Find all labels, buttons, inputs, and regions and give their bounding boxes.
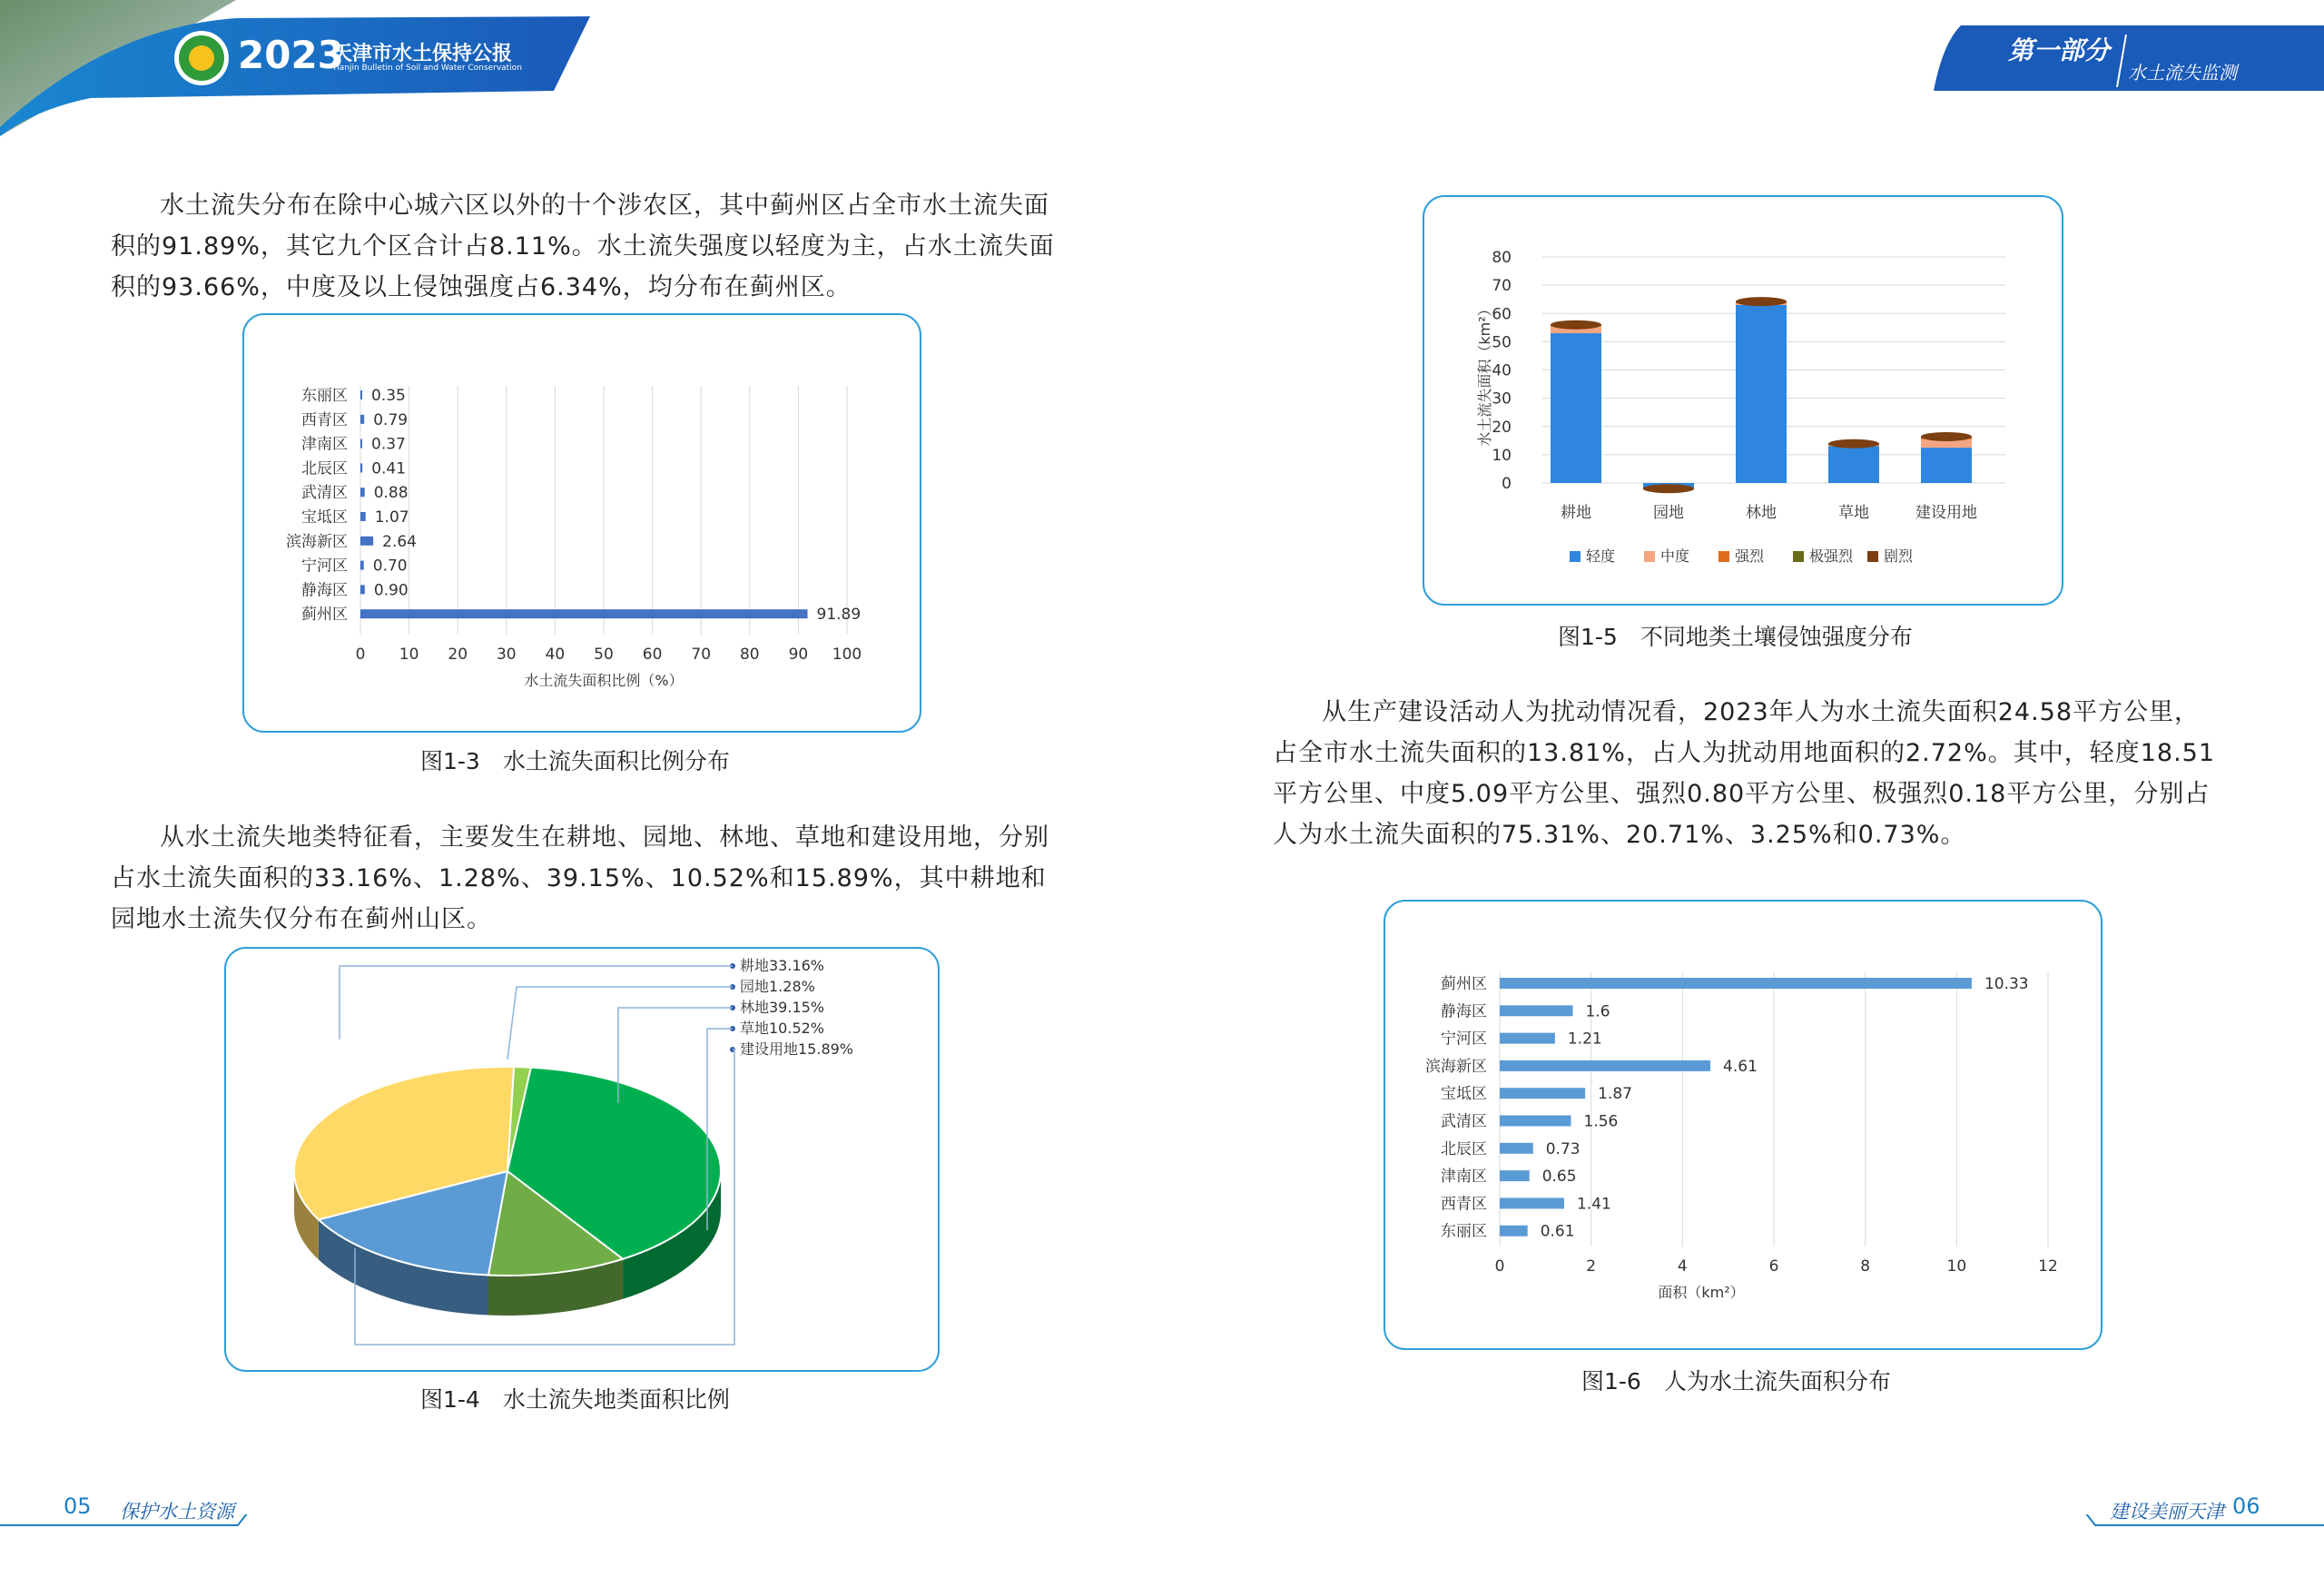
x-tick-label: 12 <box>2038 1257 2058 1276</box>
bar <box>360 561 364 570</box>
x-tick-label: 2 <box>1586 1257 1597 1276</box>
category-label: 静海区 <box>301 581 348 600</box>
x-tick-label: 60 <box>642 646 663 664</box>
bar <box>360 609 808 618</box>
value-label: 0.35 <box>371 387 406 405</box>
bar-segment <box>1551 333 1601 483</box>
category-label: 宝坻区 <box>1441 1085 1487 1104</box>
x-tick-label: 6 <box>1768 1257 1779 1276</box>
legend-swatch <box>1644 551 1655 562</box>
section-title: 第一部分 <box>2008 35 2111 65</box>
value-label: 1.87 <box>1598 1085 1632 1104</box>
category-label: 武清区 <box>1441 1112 1487 1131</box>
footer-text-right: 建设美丽天津 <box>2110 1501 2224 1523</box>
footer-right-line <box>2079 1514 2324 1533</box>
category-label: 宁河区 <box>301 557 348 576</box>
chart-box-fig1-3 <box>242 313 921 733</box>
legend-swatch <box>1718 551 1729 562</box>
pie-label: 耕地33.16% <box>740 957 825 974</box>
left-paragraph-2 <box>111 817 1055 940</box>
y-tick-label: 40 <box>1492 361 1512 380</box>
pie-label: 园地1.28% <box>740 978 815 995</box>
header-title-cn: 天津市水土保持公报 <box>332 43 513 65</box>
value-label: 0.61 <box>1540 1222 1575 1241</box>
footer-left-line <box>0 1514 254 1533</box>
footer-page-left: 05 <box>64 1493 92 1519</box>
x-tick-label: 4 <box>1677 1257 1688 1276</box>
category-label: 武清区 <box>301 484 348 503</box>
bar <box>360 537 373 546</box>
category-label: 滨海新区 <box>286 532 348 551</box>
right-paragraph-1 <box>1273 692 2217 855</box>
x-tick-label: 40 <box>545 646 566 664</box>
category-label: 建设用地 <box>1915 504 1977 522</box>
chart-box-fig1-5 <box>1423 195 2063 606</box>
chart-box-fig1-6 <box>1384 900 2102 1350</box>
category-label: 津南区 <box>1441 1168 1487 1187</box>
caption-fig1-4: 图1-4 水土流失地类面积比例 <box>420 1386 730 1413</box>
left-paragraph-2-text: 从水土流失地类特征看，主要发生在耕地、园地、林地、草地和建设用地，分别占水土流失面积的33.16%、1.28%、39.15%、10.52%和15.89%，其中耕地和园地水土流失仅分布在蓟州山区。 <box>111 823 1049 933</box>
y-tick-label: 50 <box>1492 333 1512 352</box>
header-year: 2023 <box>238 33 344 77</box>
bar-segment <box>1828 447 1879 483</box>
bar-cap <box>1643 484 1694 493</box>
value-label: 0.79 <box>373 410 409 429</box>
caption-fig1-5: 图1-5 不同地类土壤侵蚀强度分布 <box>1558 624 1913 650</box>
bar <box>360 488 365 497</box>
x-tick-label: 10 <box>399 646 419 664</box>
bar-cap <box>1921 432 1972 441</box>
value-label: 10.33 <box>1984 975 2029 993</box>
category-label: 北辰区 <box>1441 1139 1487 1158</box>
header-title-en: Tianjin Bulletin of Soil and Water Conservation <box>332 64 522 73</box>
footer-text-left: 保护水土资源 <box>120 1501 234 1523</box>
header-right-banner <box>1925 25 2324 91</box>
chart-box-fig1-4 <box>224 947 940 1372</box>
fig1-3-chart <box>244 315 920 731</box>
category-label: 西青区 <box>1441 1195 1487 1214</box>
value-label: 0.70 <box>372 557 408 576</box>
y-tick-label: 30 <box>1492 389 1512 409</box>
category-label: 宁河区 <box>1441 1030 1487 1049</box>
x-tick-label: 20 <box>448 646 468 664</box>
value-label: 4.61 <box>1723 1057 1758 1076</box>
bar-cap <box>1736 297 1787 306</box>
caption-fig1-3: 图1-3 水土流失面积比例分布 <box>420 748 730 774</box>
bar <box>1500 1060 1710 1071</box>
value-label: 1.21 <box>1567 1030 1602 1049</box>
x-tick-label: 80 <box>739 646 760 664</box>
x-tick-label: 70 <box>691 646 712 664</box>
y-tick-label: 0 <box>1502 475 1512 493</box>
value-label: 91.89 <box>816 606 862 625</box>
legend-swatch <box>1793 551 1804 562</box>
category-label: 北辰区 <box>301 459 348 478</box>
bar <box>1500 1198 1564 1208</box>
legend-label: 极强烈 <box>1809 547 1854 565</box>
bar <box>1500 1226 1528 1237</box>
left-paragraph-1 <box>111 185 1055 308</box>
category-label: 宝坻区 <box>301 508 348 527</box>
bar <box>360 585 365 594</box>
y-tick-label: 60 <box>1492 305 1512 324</box>
legend-label: 剧烈 <box>1884 547 1914 565</box>
x-axis-title: 水土流失面积比例（%） <box>524 672 684 689</box>
pie-label: 建设用地15.89% <box>740 1040 854 1058</box>
x-tick-label: 8 <box>1860 1257 1871 1276</box>
x-tick-label: 0 <box>355 646 366 664</box>
left-paragraph-1-text: 水土流失分布在除中心城六区以外的十个涉农区，其中蓟州区占全市水土流失面积的91.89%，其它九个区合计占8.11%。水土流失强度以轻度为主，占水土流失面积的93.66%，中度及以上侵蚀强度占6.34%，均分布在蓟州区。 <box>111 192 1055 301</box>
y-tick-label: 10 <box>1492 446 1512 465</box>
bar-segment <box>1736 305 1787 483</box>
fig1-4-chart <box>226 949 938 1370</box>
section-subtitle: 水土流失监测 <box>2128 62 2237 84</box>
legend-swatch <box>1570 551 1581 562</box>
value-label: 0.73 <box>1545 1139 1581 1158</box>
category-label: 津南区 <box>301 435 348 454</box>
legend-label: 轻度 <box>1586 547 1616 565</box>
bar <box>1500 1005 1573 1016</box>
bar <box>360 415 364 424</box>
value-label: 0.65 <box>1541 1168 1577 1187</box>
legend-label: 强烈 <box>1735 547 1765 565</box>
bar-cap <box>1828 439 1879 448</box>
bar <box>360 439 362 448</box>
bar <box>360 463 362 472</box>
value-label: 1.56 <box>1583 1112 1619 1131</box>
x-tick-label: 50 <box>594 646 614 664</box>
value-label: 0.37 <box>371 435 406 454</box>
fig1-5-chart <box>1424 197 2062 604</box>
category-label: 蓟州区 <box>1441 975 1487 993</box>
category-label: 东丽区 <box>1441 1222 1487 1241</box>
x-axis-title: 面积（km²） <box>1658 1284 1745 1301</box>
category-label: 林地 <box>1746 504 1777 522</box>
caption-fig1-6: 图1-6 人为水土流失面积分布 <box>1581 1368 1891 1395</box>
bar <box>1500 1143 1533 1154</box>
category-label: 西青区 <box>301 410 348 429</box>
leader-line <box>340 966 733 1040</box>
y-tick-label: 70 <box>1492 277 1512 296</box>
x-tick-label: 10 <box>1946 1257 1967 1276</box>
bar-cap <box>1551 320 1601 330</box>
x-tick-label: 90 <box>788 646 809 664</box>
value-label: 1.6 <box>1585 1002 1610 1021</box>
category-label: 草地 <box>1838 504 1869 522</box>
x-tick-label: 100 <box>832 646 862 664</box>
category-label: 东丽区 <box>301 387 348 405</box>
legend-swatch <box>1867 551 1878 562</box>
bar <box>1500 1116 1571 1127</box>
bar <box>360 390 362 399</box>
y-axis-title: 水土流失面积（km²） <box>1476 301 1493 447</box>
pie-label: 林地39.15% <box>740 999 825 1016</box>
value-label: 1.07 <box>374 508 409 527</box>
category-label: 滨海新区 <box>1425 1057 1487 1076</box>
legend-label: 中度 <box>1660 547 1690 565</box>
y-tick-label: 20 <box>1492 418 1512 437</box>
value-label: 0.88 <box>373 484 409 503</box>
y-tick-label: 80 <box>1492 249 1512 267</box>
value-label: 1.41 <box>1576 1195 1611 1214</box>
bar <box>1500 1033 1555 1044</box>
bar <box>360 512 366 521</box>
x-tick-label: 0 <box>1494 1257 1505 1276</box>
fig1-6-chart <box>1385 902 2101 1348</box>
bar-segment <box>1921 448 1972 483</box>
x-tick-label: 30 <box>496 646 517 664</box>
category-label: 园地 <box>1653 504 1684 522</box>
pie-label: 草地10.52% <box>740 1020 825 1037</box>
bar <box>1500 978 1972 989</box>
leader-line <box>507 987 733 1060</box>
category-label: 耕地 <box>1561 504 1591 522</box>
right-paragraph-1-text: 从生产建设活动人为扰动情况看，2023年人为水土流失面积24.58平方公里，占全市水土流失面积的13.81%，占人为扰动用地面积的2.72%。其中，轻度18.51平方公里、中度5.09平方公里、强烈0.80平方公里、极强烈0.18平方公里，分别占人为水土流失面积的75.31%、20.71%、3.25%和0.73%。 <box>1273 698 2216 849</box>
value-label: 2.64 <box>382 532 418 551</box>
value-label: 0.41 <box>371 459 407 478</box>
value-label: 0.90 <box>373 581 409 600</box>
bar <box>1500 1088 1585 1099</box>
bar <box>1500 1170 1530 1181</box>
footer-page-right: 06 <box>2232 1493 2260 1519</box>
category-label: 静海区 <box>1441 1002 1487 1021</box>
category-label: 蓟州区 <box>301 606 348 625</box>
header-right-graphic <box>1925 25 2324 91</box>
